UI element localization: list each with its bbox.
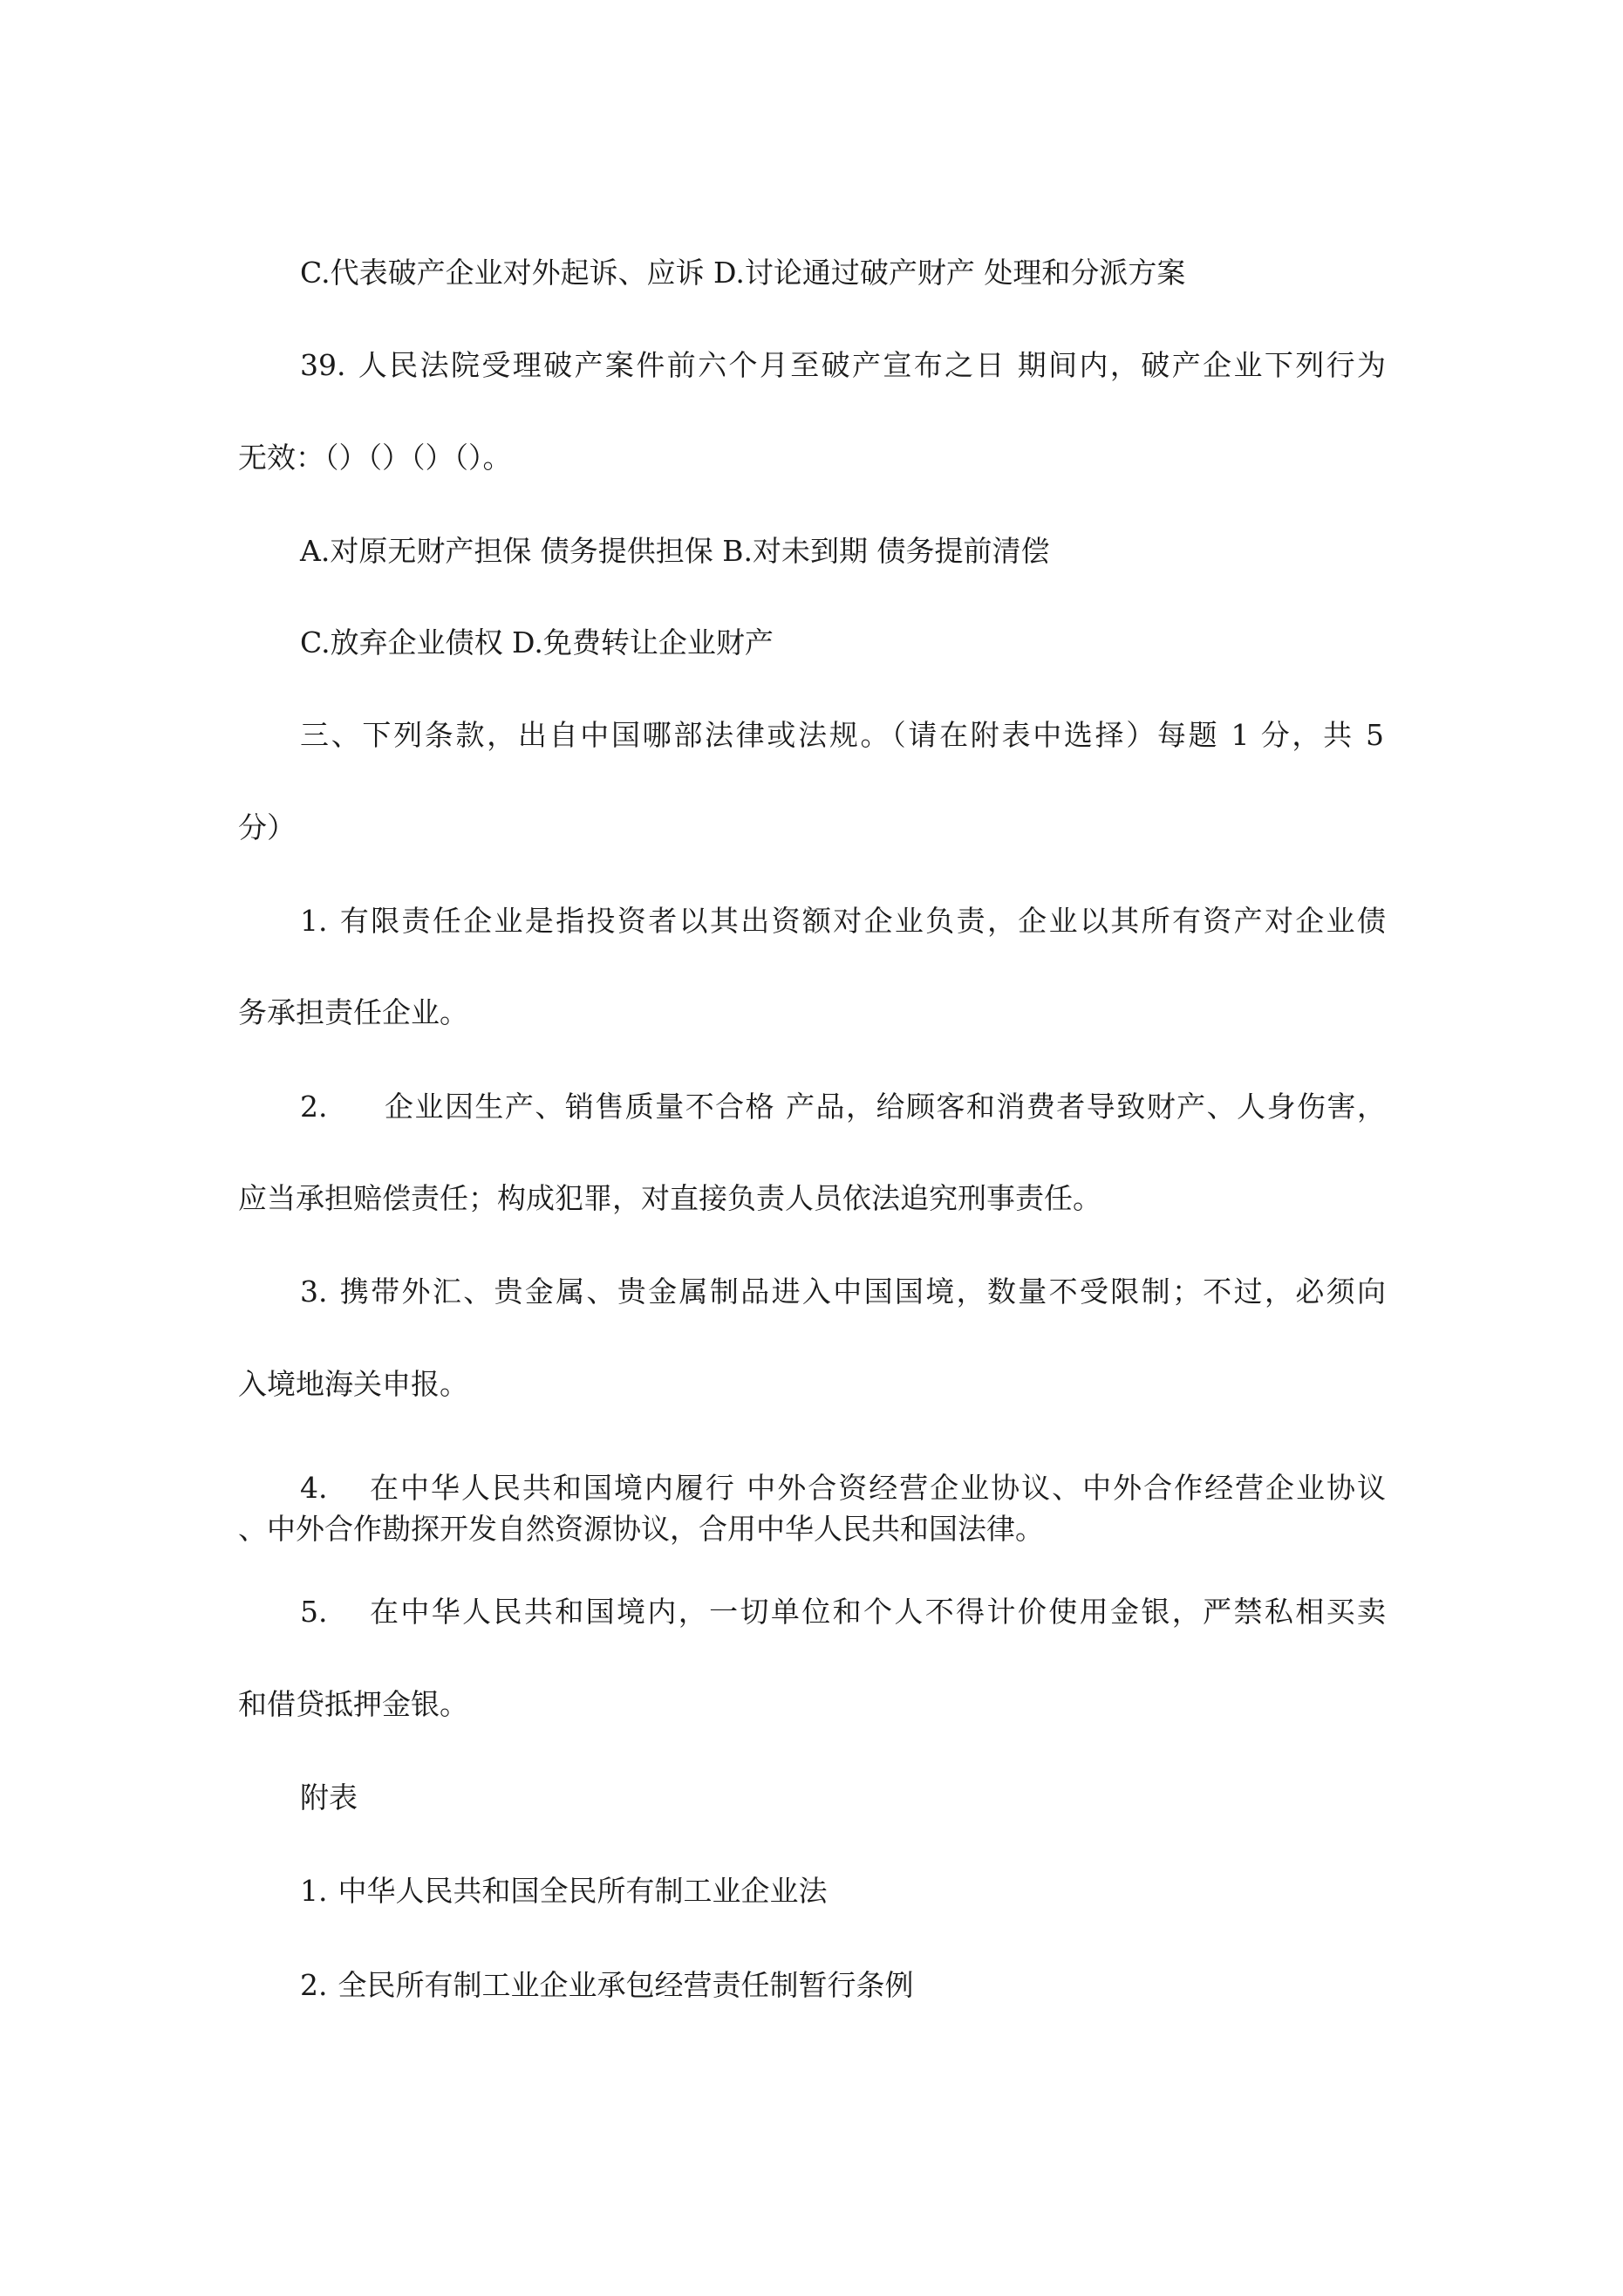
section-3-item-2-line1: 企业因生产、销售质量不合格 产品，给顾客和消费者导致财产、人身伤害， <box>385 1090 1386 1124</box>
appendix-title: 附表 <box>300 1780 358 1814</box>
section-3-item-5-line1: 在中华人民共和国境内，一切单位和个人不得计价使用金银，严禁私相买卖 <box>370 1595 1386 1629</box>
appendix-item-1-text: 中华人民共和国全民所有制工业企业法 <box>338 1874 828 1908</box>
question-39-options-cd: C.放弃企业债权 D.免费转让企业财产 <box>300 625 774 659</box>
section-3-item-2-line2: 应当承担赔偿责任；构成犯罪，对直接负责人员依法追究刑事责任。 <box>238 1181 1101 1215</box>
section-3-item-1-number: 1. <box>300 904 328 938</box>
question-38-options-cd: C.代表破产企业对外起诉、应诉 D.讨论通过破产财产 处理和分派方案 <box>300 256 1186 290</box>
appendix-item-2-number: 2. <box>300 1968 328 2002</box>
section-3-item-5-line2: 和借贷抵押金银。 <box>238 1687 468 1721</box>
section-3-item-3-number: 3. <box>300 1274 328 1309</box>
section-3-item-1-line1 <box>300 904 1386 939</box>
section-3-item-4-line2: 、中外合作勘探开发自然资源协议，合用中华人民共和国法律。 <box>238 1512 1044 1546</box>
section-3-item-4-line1: 在中华人民共和国境内履行 中外合资经营企业协议、中外合作经营企业协议 <box>370 1471 1386 1505</box>
section-3-item-2-number: 2. <box>300 1090 328 1124</box>
appendix-item-2-text: 全民所有制工业企业承包经营责任制暂行条例 <box>338 1968 914 2002</box>
question-39-number: 39. <box>300 348 346 382</box>
section-3-item-5-number: 5. <box>300 1595 328 1629</box>
section-3-heading-line2: 分） <box>238 810 296 844</box>
question-39-stem-line2: 无效：（）（）（）（）。 <box>238 441 512 475</box>
section-3-heading-line1: 三、下列条款，出自中国哪部法律或法规。（请在附表中选择）每题 1 分，共 5 <box>300 718 1384 752</box>
section-3-item-4-number: 4. <box>300 1471 328 1505</box>
question-39-stem-text: 人民法院受理破产案件前六个月至破产宣布之日 期间内，破产企业下列行为 <box>356 348 1386 382</box>
appendix-item-2 <box>300 1968 914 2003</box>
section-3-item-1-line2: 务承担责任企业。 <box>238 995 468 1029</box>
section-3-item-3-line1 <box>300 1274 1386 1309</box>
section-3-item-3-text: 携带外汇、贵金属、贵金属制品进入中国国境，数量不受限制；不过，必须向 <box>338 1274 1386 1309</box>
question-39-options-ab: A.对原无财产担保 债务提供担保 B.对未到期 债务提前清偿 <box>300 534 1050 568</box>
appendix-item-1-number: 1. <box>300 1874 328 1908</box>
section-3-item-3-line2: 入境地海关申报。 <box>238 1367 468 1401</box>
section-3-item-1-text: 有限责任企业是指投资者以其出资额对企业负责，企业以其所有资产对企业债 <box>338 904 1386 938</box>
appendix-item-1 <box>300 1874 828 1909</box>
question-39-stem-line1 <box>300 348 1386 383</box>
